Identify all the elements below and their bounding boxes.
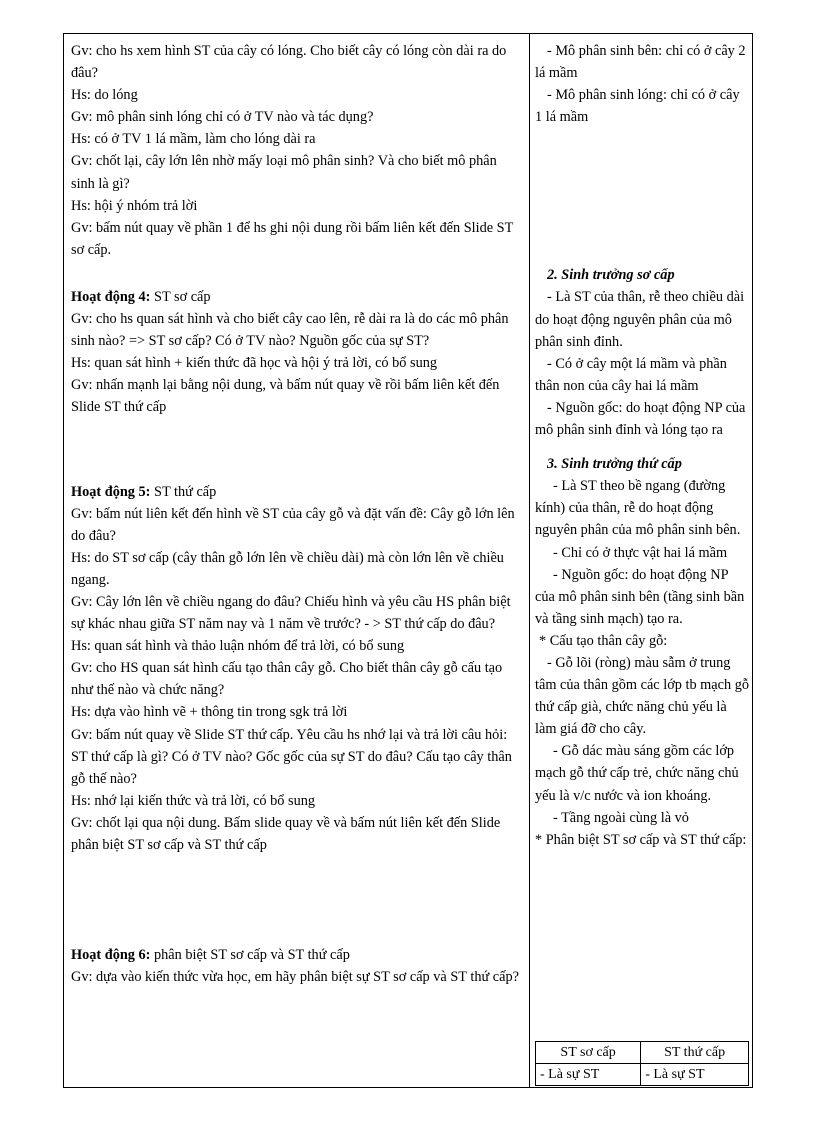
text-line: ST thứ cấp là gì? Có ở TV nào? Gốc gốc của sự ST do đâu? Cấu tạo cây thân gỗ thế nào? bbox=[71, 748, 512, 787]
text-line: Hs: có ở TV 1 lá mầm, làm cho lóng dài ra bbox=[71, 131, 316, 148]
text-line: - Gỗ lõi (ròng) màu sẫm ở trung tâm của thân gồm các lớp tb mạch gỗ thứ cấp già, chức năng chủ yếu là làm giá đỡ cho cây. bbox=[535, 654, 749, 738]
text-line: - Nguồn gốc: do hoạt động NP của mô phân sinh bên (tầng sinh bần và tầng sinh mạch) tạo ra. bbox=[535, 566, 745, 627]
text-line: - Là ST của thân, rễ theo chiều dài do hoạt động nguyên phân của mô phân sinh đỉnh. bbox=[535, 289, 745, 350]
text-line: Hs: dựa vào hình vẽ + thông tin trong sgk trả lời bbox=[71, 704, 348, 721]
text-line: Gv: bấm nút quay về Slide ST thứ cấp. Yêu cầu hs nhớ lại và trả lời câu hỏi: bbox=[71, 726, 508, 743]
text-line: - Là ST theo bề ngang (đường kính) của thân, rễ do hoạt động nguyên phân của mô phân sinh bên. bbox=[535, 478, 741, 539]
column-divider bbox=[529, 33, 530, 1088]
text-line: - Mô phân sinh bên: chỉ có ở cây 2 lá mầm bbox=[535, 43, 746, 82]
text-line: - Mô phân sinh lóng: chỉ có ở cây 1 lá mầm bbox=[535, 87, 740, 126]
text-line: Gv: cho hs quan sát hình và cho biết cây cao lên, rễ dài ra là do các mô phân sinh nào? => ST sơ cấp? Có ở TV nào? Nguồn gốc của sự ST? bbox=[71, 311, 509, 350]
text-line: Hs: do lóng bbox=[71, 87, 138, 104]
activity-4-heading: Hoạt động 4: ST sơ cấp bbox=[71, 288, 211, 305]
table-row bbox=[536, 1064, 749, 1086]
table-row bbox=[536, 1042, 749, 1064]
table-cell: - Là sự ST bbox=[641, 1064, 749, 1086]
teacher-student-activities bbox=[71, 40, 523, 988]
text-line: Hs: hội ý nhóm trả lời bbox=[71, 197, 198, 214]
text-line: Gv: mô phân sinh lóng chỉ có ở TV nào và tác dụng? bbox=[71, 109, 374, 126]
text-line: Hs: do ST sơ cấp (cây thân gỗ lớn lên về chiều dài) mà còn lớn lên về chiều ngang. bbox=[71, 549, 504, 588]
text-line: Hs: quan sát hình + kiến thức đã học và hội ý trả lời, có bổ sung bbox=[71, 355, 438, 372]
text-line: Gv: cho HS quan sát hình cấu tạo thân cây gỗ. Cho biết thân cây gỗ cấu tạo như thế nào và chức năng? bbox=[71, 660, 503, 699]
text-line: Gv: Cây lớn lên về chiều ngang do đâu? Chiếu hình và yêu cầu HS phân biệt sự khác nhau giữa ST năm nay và 1 năm về trước? - > ST thứ cấp do đâu? bbox=[71, 593, 511, 633]
activity-5-heading: Hoạt động 5: ST thứ cấp bbox=[71, 483, 217, 500]
table-header-cell: ST thứ cấp bbox=[641, 1042, 749, 1064]
section-2-heading: 2. Sinh trưởng sơ cấp bbox=[547, 267, 675, 284]
text-line: Gv: bấm nút quay về phần 1 để hs ghi nội dung rồi bấm liên kết đến Slide ST sơ cấp. bbox=[71, 219, 514, 258]
wood-structure-title: * Cấu tạo thân cây gỗ: bbox=[539, 632, 668, 649]
section-3-heading: 3. Sinh trưởng thứ cấp bbox=[547, 456, 682, 473]
text-line: Gv: chốt lại, cây lớn lên nhờ mấy loại mô phân sinh? Và cho biết mô phân sinh là gì? bbox=[71, 153, 497, 192]
text-line: - Gỗ dác màu sáng gồm các lớp mạch gỗ thứ cấp trẻ, chức năng chủ yếu là v/c nước và ion khoáng. bbox=[535, 743, 739, 804]
text-line: - Có ở cây một lá mầm và phần thân non của cây hai lá mầm bbox=[535, 355, 727, 394]
compare-title: * Phân biệt ST sơ cấp và ST thứ cấp: bbox=[535, 831, 747, 848]
text-line: - Chỉ có ở thực vật hai lá mầm bbox=[553, 544, 728, 561]
table-header-cell: ST sơ cấp bbox=[536, 1042, 641, 1064]
comparison-table bbox=[535, 1041, 749, 1086]
text-line: Gv: dựa vào kiến thức vừa học, em hãy phân biệt sự ST sơ cấp và ST thứ cấp? bbox=[71, 969, 519, 986]
text-line: Gv: nhấn mạnh lại bằng nội dung, và bấm nút quay về rồi bấm liên kết đến Slide ST thứ cấp bbox=[71, 377, 500, 416]
text-line: Hs: quan sát hình và thảo luận nhóm để trả lời, có bổ sung bbox=[71, 638, 405, 655]
text-line: Gv: chốt lại qua nội dung. Bấm slide quay về và bấm nút liên kết đến Slide phân biệt ST sơ cấp và ST thứ cấp bbox=[71, 814, 501, 853]
lesson-content bbox=[535, 40, 749, 851]
text-line: Hs: nhớ lại kiến thức và trả lời, có bổ sung bbox=[71, 792, 316, 809]
text-line: - Tầng ngoài cùng là vỏ bbox=[553, 809, 689, 826]
text-line: Gv: cho hs xem hình ST của cây có lóng. Cho biết cây có lóng còn dài ra do đâu? bbox=[71, 43, 507, 82]
text-line: - Nguồn gốc: do hoạt động NP của mô phân sinh đỉnh và lóng tạo ra bbox=[535, 399, 746, 439]
table-cell: - Là sự ST bbox=[536, 1064, 641, 1086]
activity-6-heading: Hoạt động 6: phân biệt ST sơ cấp và ST thứ cấp bbox=[71, 947, 350, 964]
text-line: Gv: bấm nút liên kết đến hình về ST của cây gỗ và đặt vấn đề: Cây gỗ lớn lên do đâu? bbox=[71, 505, 515, 544]
